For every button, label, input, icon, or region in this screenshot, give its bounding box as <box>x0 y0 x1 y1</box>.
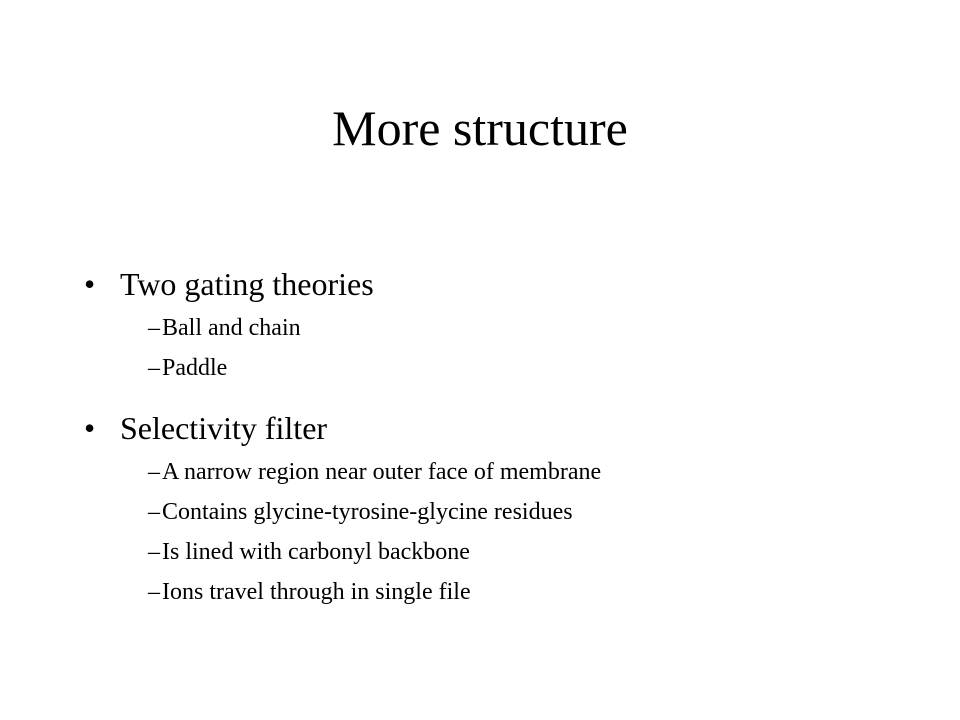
sub-item-text: Is lined with carbonyl backbone <box>162 539 470 565</box>
sub-item <box>120 350 924 386</box>
bullet-text: Selectivity filter <box>120 410 328 446</box>
sub-item-text: Contains glycine-tyrosine-glycine residues <box>162 499 573 525</box>
sub-item-text: Paddle <box>162 355 228 381</box>
sub-item <box>120 574 924 610</box>
bullet-item <box>84 406 924 610</box>
dash-icon: – <box>148 459 160 485</box>
dash-icon: – <box>148 499 160 525</box>
bullet-text: Two gating theories <box>120 266 374 302</box>
bullet-item <box>84 262 924 386</box>
sub-item-text: A narrow region near outer face of membrane <box>162 459 602 485</box>
dash-icon: – <box>148 579 160 605</box>
sub-list <box>120 454 924 610</box>
dash-icon: – <box>148 539 160 565</box>
sub-item <box>120 534 924 570</box>
sub-list <box>120 310 924 386</box>
bullet-icon: • <box>84 410 96 446</box>
slide-title: More structure <box>332 100 628 156</box>
sub-item <box>120 310 924 346</box>
bullet-icon: • <box>84 266 96 302</box>
bullet-list <box>84 262 924 610</box>
sub-item <box>120 494 924 530</box>
sub-item-text: Ball and chain <box>162 315 301 341</box>
sub-item <box>120 454 924 490</box>
dash-icon: – <box>148 355 160 381</box>
sub-item-text: Ions travel through in single file <box>162 579 471 605</box>
dash-icon: – <box>148 315 160 341</box>
